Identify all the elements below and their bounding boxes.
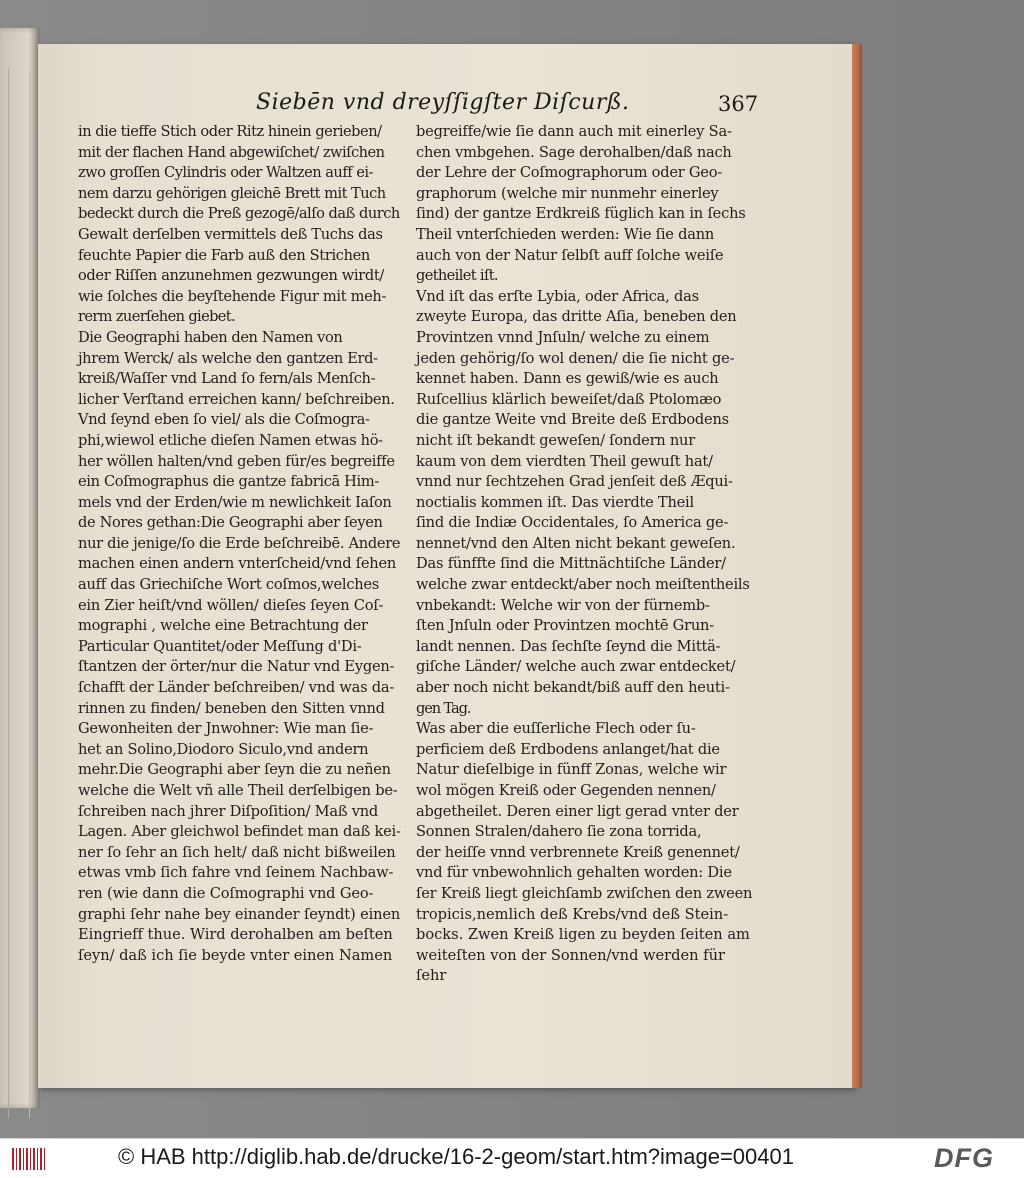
text-line: Gewonheiten der Jnwohner: Wie man ſie-: [78, 720, 374, 738]
text-line: etwas vmb ſich fahre vnd ſeinem Nachbaw-: [78, 864, 394, 882]
text-line: Eingrieff thue. Wird derohalben am beſten: [78, 926, 393, 944]
text-line: Natur dieſelbige in fünff Zonas, welche wir: [416, 761, 727, 779]
barcode-icon: [12, 1148, 46, 1170]
text-line: graphorum (welche mir nunmehr einerley: [416, 184, 719, 202]
text-line: Vnd ſeynd eben ſo viel/ als die Coſmogra-: [78, 411, 370, 429]
text-line: welche die Welt vñ alle Theil derſelbigen be-: [78, 782, 398, 799]
text-line: ein Zier heiſt/vnd wöllen/ dieſes ſeyen Coſ-: [78, 596, 384, 614]
text-line: ſeyn/ daß ich ſie beyde vnter einen Namen: [78, 946, 393, 964]
text-line: Gewalt derſelben vermittels deß Tuchs das: [78, 225, 383, 243]
text-line: bocks. Zwen Kreiß ligen zu beyden ſeiten am: [416, 926, 750, 944]
text-line: Sonnen Stralen/dahero ſie zona torrida,: [416, 823, 702, 841]
text-line: die gantze Weite vnd Breite deß Erdbodens: [416, 411, 729, 429]
text-line: wie ſolches die beyſtehende Figur mit meh-: [78, 287, 387, 305]
text-line: vnnd nur ſechtzehen Grad jenſeit deß Æqui-: [416, 473, 733, 491]
text-line: rerm zuerſehen giebet.: [78, 308, 236, 326]
text-line: nur die jenige/ſo die Erde beſchreibē. Andere: [78, 534, 401, 552]
text-line: ſind) der gantze Erdkreiß füglich kan in ſechs: [416, 205, 746, 223]
text-line: Theil vnterſchieden werden: Wie ſie dann: [416, 225, 715, 243]
text-line: Das fünffte ſind die Mittnächtiſche Länder/: [416, 555, 726, 573]
text-line: ſind die Indiæ Occidentales, ſo America ge-: [416, 514, 729, 532]
source-citation[interactable]: © HAB http://diglib.hab.de/drucke/16-2-geom/start.htm?image=00401: [118, 1144, 794, 1169]
text-line: feuchte Papier die Farb auß den Strichen: [78, 246, 370, 264]
running-head: Siebēn vnd dreyſſigſter Diſcurß.: [256, 90, 630, 115]
text-line: nicht iſt bekandt geweſen/ ſondern nur: [416, 431, 695, 449]
text-line: kaum von dem vierdten Theil gewuſt hat/: [416, 452, 713, 470]
text-line: rinnen zu finden/ beneben den Sitten vnnd: [78, 699, 385, 717]
text-line: auff das Griechiſche Wort coſmos,welches: [78, 576, 380, 594]
text-line: ſtantzen der örter/nur die Natur vnd Eygen-: [78, 658, 395, 676]
text-line: Was aber die euſſerliche Flech oder ſu-: [416, 720, 696, 738]
text-line: chen vmbgehen. Sage derohalben/daß nach: [416, 143, 732, 161]
text-line: begreiffe/wie ſie dann auch mit einerley Sa-: [416, 123, 732, 140]
text-line: vnbekandt: Welche wir von der fürnemb-: [416, 596, 710, 614]
text-line: ren (wie dann die Coſmographi vnd Geo-: [78, 884, 374, 902]
text-line: mels vnd der Erden/wie m newlichkeit Iaſon: [78, 493, 392, 511]
text-line: abgetheilet. Deren einer ligt gerad vnter der: [416, 802, 739, 820]
text-line: wol mögen Kreiß oder Gegenden nennen/: [416, 782, 716, 799]
text-line: her wöllen halten/vnd geben für/es begreiffe: [78, 452, 395, 470]
text-line: ner ſo ſehr an ſich helt/ daß nicht bißweilen: [78, 843, 396, 861]
text-line: nem darzu gehörigen gleichē Brett mit Tuch: [78, 184, 386, 202]
text-line: mographi , welche eine Betrachtung der: [78, 617, 368, 635]
previous-page-ruling: [8, 68, 30, 1118]
page-number: 367: [718, 92, 759, 116]
text-line: in die tieffe Stich oder Ritz hinein gerieben/: [78, 123, 382, 140]
text-line: Provintzen vnnd Jnſuln/ welche zu einem: [416, 328, 710, 346]
viewer-footer: [0, 1138, 1024, 1178]
text-line: kennet haben. Dann es gewiß/wie es auch: [416, 370, 719, 388]
text-line: vnd für vnbewohnlich gehalten worden: Die: [416, 864, 732, 882]
text-line: mehr.Die Geographi aber ſeyn die zu neñen: [78, 761, 391, 779]
text-line: Die Geographi haben den Namen von: [78, 328, 343, 346]
text-line: aber noch nicht bekandt/biß auff den heuti-: [416, 679, 730, 697]
text-line: getheilet iſt.: [416, 267, 498, 285]
text-line: het an Solino,Diodoro Siculo,vnd andern: [78, 740, 369, 758]
text-line: weiteſten von der Sonnen/vnd werden für: [416, 946, 725, 964]
text-line: ſchreiben nach jhrer Diſpoſition/ Maß vnd: [78, 802, 378, 820]
text-line: machen einen andern vnterſcheid/vnd ſehen: [78, 555, 397, 573]
text-line: gen Tag.: [416, 699, 471, 717]
text-line: bedeckt durch die Preß gezogē/alſo daß durch: [78, 205, 400, 223]
text-line: tropicis,nemlich deß Krebs/vnd deß Stein-: [416, 905, 729, 923]
text-line: ſehr: [416, 967, 447, 985]
text-line: ſer Kreiß liegt gleichſamb zwiſchen den zween: [416, 884, 753, 902]
text-line: Particular Quantitet/oder Meſſung d'Di-: [78, 637, 362, 655]
text-line: jeden gehörig/ſo wol denen/ die ſie nicht ge-: [416, 349, 735, 367]
right-text-column: [416, 122, 752, 987]
text-line: der Lehre der Coſmographorum oder Geo-: [416, 164, 722, 182]
text-line: perficiem deß Erdbodens anlanget/hat die: [416, 740, 720, 758]
text-line: licher Verſtand erreichen kann/ beſchreiben.: [78, 390, 395, 408]
text-line: jhrem Werck/ als welche den gantzen Erd-: [78, 349, 378, 367]
previous-page-edge: [0, 28, 40, 1108]
text-line: landt nennen. Das ſechſte ſeynd die Mittä-: [416, 637, 721, 655]
text-line: Lagen. Aber gleichwol befindet man daß kei-: [78, 823, 401, 841]
text-line: der heiſſe vnnd verbrennete Kreiß genennet/: [416, 843, 740, 861]
text-line: mit der flachen Hand abgewiſchet/ zwiſchen: [78, 143, 385, 161]
text-line: zweyte Europa, das dritte Aſia, beneben den: [416, 308, 737, 326]
text-line: de Nores gethan:Die Geographi aber ſeyen: [78, 514, 383, 532]
text-line: ein Coſmographus die gantze fabricā Him-: [78, 473, 379, 491]
text-line: ſten Jnſuln oder Provintzen mochtē Grun-: [416, 617, 714, 635]
text-line: zwo groſſen Cylindris oder Waltzen auff ei-: [78, 164, 373, 182]
text-line: welche zwar entdeckt/aber noch meiſtentheils: [416, 576, 750, 594]
text-line: ſchafft der Länder beſchreiben/ vnd was da-: [78, 679, 395, 697]
text-line: Vnd iſt das erſte Lybia, oder Africa, das: [416, 287, 699, 305]
text-line: Ruſcellius klärlich beweiſet/daß Ptolomæo: [416, 390, 722, 408]
left-text-column: [78, 122, 401, 966]
text-line: phi,wiewol etliche dieſen Namen etwas hö-: [78, 431, 383, 449]
text-line: kreiß/Waſſer vnd Land ſo fern/als Menſch-: [78, 370, 376, 388]
text-line: giſche Länder/ welche auch zwar entdecket/: [416, 658, 736, 676]
text-line: noctialis kommen iſt. Das vierdte Theil: [416, 493, 694, 511]
text-line: nennet/vnd den Alten nicht bekant geweſen.: [416, 534, 736, 552]
dfg-logo: DFG: [934, 1143, 994, 1173]
text-line: oder Riſſen anzunehmen gezwungen wirdt/: [78, 267, 384, 285]
text-line: auch von der Natur ſelbſt auff ſolche weiſe: [416, 246, 724, 264]
text-line: graphi ſehr nahe bey einander ſeyndt) einen: [78, 905, 401, 923]
page-fore-edge: [852, 44, 862, 1088]
